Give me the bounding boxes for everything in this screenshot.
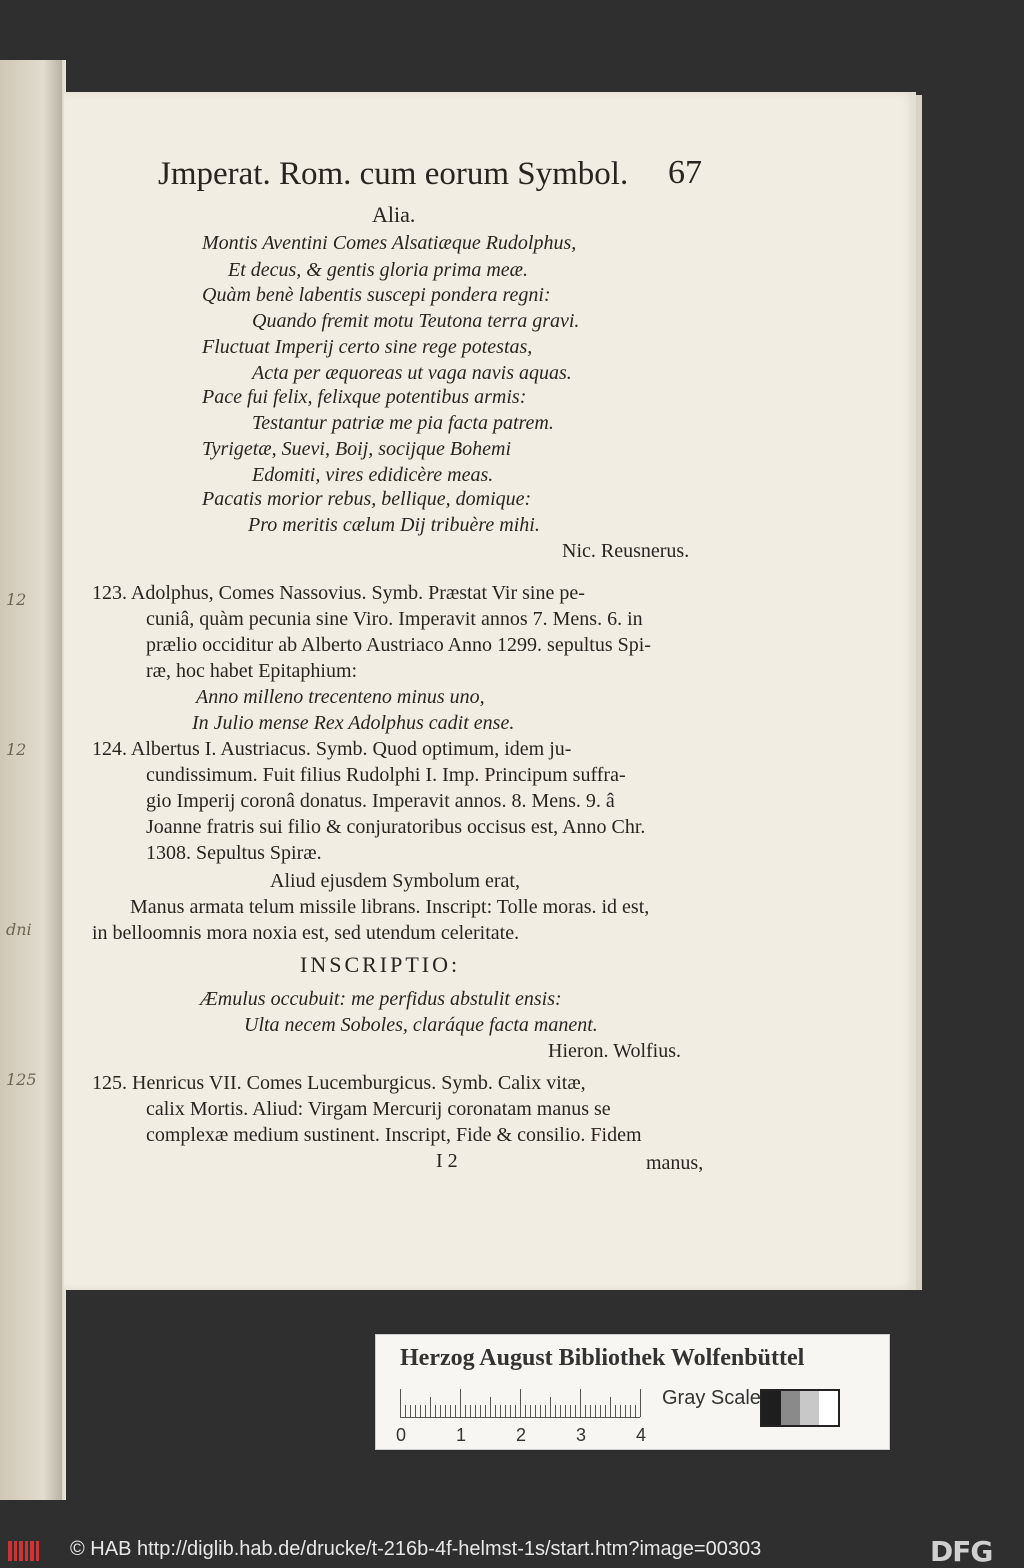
entry-line: 124. Albertus I. Austriacus. Symb. Quod optimum, idem ju- (92, 738, 572, 760)
page-number: 67 (668, 154, 702, 191)
entry-line: calix Mortis. Aliud: Virgam Mercurij coronatam manus se (146, 1098, 611, 1120)
gray-scale-label: Gray Scale (662, 1387, 761, 1409)
inscription-verse: Ulta necem Soboles, claráque facta manent. (244, 1014, 598, 1036)
ruler-tick (570, 1405, 571, 1417)
ruler-tick (555, 1405, 556, 1417)
manus-line: in belloomnis mora noxia est, sed utendum celeritate. (92, 922, 520, 944)
ruler-tick (415, 1405, 416, 1417)
ruler-number: 0 (396, 1425, 407, 1445)
ruler-tick (455, 1405, 456, 1417)
verse-line: Tyrigetæ, Suevi, Boij, socijque Bohemi (202, 438, 512, 460)
verse-line: Fluctuat Imperij certo sine rege potestas, (202, 336, 533, 358)
verse-line: Edomiti, vires edidicère meas. (252, 464, 494, 486)
ruler-tick (410, 1405, 411, 1417)
margin-mark: 12 (6, 590, 27, 609)
signature-mark: I 2 (436, 1150, 458, 1172)
entry-line: Joanne fratris sui filio & conjuratoribus occisus est, Anno Chr. (146, 816, 646, 838)
ruler-tick (565, 1405, 566, 1417)
ruler-number: 1 (456, 1425, 467, 1445)
ruler-number: 3 (576, 1425, 587, 1445)
ruler-tick (620, 1405, 621, 1417)
ruler-tick (630, 1405, 631, 1417)
ruler-tick (480, 1405, 481, 1417)
manus-line: Manus armata telum missile librans. Inscript: Tolle moras. id est, (130, 896, 650, 918)
margin-mark: 12 (6, 740, 27, 759)
ruler-tick (420, 1405, 421, 1417)
ruler-tick (465, 1405, 466, 1417)
ruler-tick (400, 1389, 401, 1417)
verse-line: Et decus, & gentis gloria prima meæ. (228, 259, 528, 281)
inscription-verse: Æmulus occubuit: me perfidus abstulit ensis: (200, 988, 562, 1010)
ruler-tick (450, 1405, 451, 1417)
entry-line: ræ, hoc habet Epitaphium: (146, 660, 358, 682)
ruler-tick (625, 1405, 626, 1417)
catchword: manus, (646, 1152, 704, 1174)
ruler-tick (580, 1389, 581, 1417)
verse-line: Pace fui felix, felixque potentibus armis: (202, 386, 527, 408)
gray-swatch (762, 1391, 781, 1425)
running-header: Jmperat. Rom. cum eorum Symbol. (158, 156, 629, 192)
entry-line: gio Imperij coronâ donatus. Imperavit annos. 8. Mens. 9. â (146, 790, 615, 812)
ruler-tick (475, 1405, 476, 1417)
entry-line: 1308. Sepultus Spiræ. (146, 842, 322, 864)
ruler-tick (590, 1405, 591, 1417)
ruler-tick (575, 1405, 576, 1417)
ruler-tick (435, 1405, 436, 1417)
verse-line: Quando fremit motu Teutona terra gravi. (252, 310, 580, 332)
gray-swatch (800, 1391, 819, 1425)
verse-line: Montis Aventini Comes Alsatiæque Rudolphus, (202, 232, 577, 254)
color-scale-card (375, 1334, 890, 1450)
ruler-tick (600, 1405, 601, 1417)
ruler-tick (505, 1405, 506, 1417)
ruler-tick (540, 1405, 541, 1417)
ruler-tick (425, 1405, 426, 1417)
ruler-tick (490, 1397, 491, 1417)
hab-logo-icon (8, 1539, 44, 1563)
copyright-url: © HAB http://diglib.hab.de/drucke/t-216b-4f-helmst-1s/start.htm?image=00303 (70, 1538, 762, 1560)
entry-line: complexæ medium sustinent. Inscript, Fide & consilio. Fidem (146, 1124, 642, 1146)
margin-mark: 125 (6, 1070, 37, 1089)
ruler-tick (510, 1405, 511, 1417)
ruler-tick (470, 1405, 471, 1417)
entry-line: cuniâ, quàm pecunia sine Viro. Imperavit annos 7. Mens. 6. in (146, 608, 643, 630)
ruler-tick (535, 1405, 536, 1417)
library-name: Herzog August Bibliothek Wolfenbüttel (400, 1345, 805, 1371)
margin-mark: dni (6, 920, 32, 939)
ruler-tick (530, 1405, 531, 1417)
epitaph-line: In Julio mense Rex Adolphus cadit ense. (192, 712, 515, 734)
gray-scale-swatches (760, 1389, 840, 1427)
ruler-tick (460, 1389, 461, 1417)
ruler-tick (525, 1405, 526, 1417)
ruler-tick (605, 1405, 606, 1417)
section-heading: Alia. (372, 202, 416, 227)
ruler-tick (635, 1405, 636, 1417)
ruler-tick (445, 1405, 446, 1417)
gray-swatch (781, 1391, 800, 1425)
ruler-tick (595, 1405, 596, 1417)
entry-line: 125. Henricus VII. Comes Lucemburgicus. Symb. Calix vitæ, (92, 1072, 586, 1094)
ruler-number: 2 (516, 1425, 527, 1445)
verse-line: Testantur patriæ me pia facta patrem. (252, 412, 554, 434)
ruler-tick (610, 1397, 611, 1417)
ruler-tick (500, 1405, 501, 1417)
attribution: Nic. Reusnerus. (562, 540, 690, 562)
dfg-logo: DFG (930, 1535, 993, 1568)
entry-line: 123. Adolphus, Comes Nassovius. Symb. Præstat Vir sine pe- (92, 582, 585, 604)
ruler-tick (560, 1405, 561, 1417)
entry-line: prælio occiditur ab Alberto Austriaco Anno 1299. sepultus Spi- (146, 634, 651, 656)
verse-line: Pro meritis cælum Dij tribuère mihi. (248, 514, 540, 536)
aliud-line: Aliud ejusdem Symbolum erat, (270, 870, 520, 892)
ruler-tick (440, 1405, 441, 1417)
verse-line: Pacatis morior rebus, bellique, domique: (202, 488, 532, 510)
ruler-tick (545, 1405, 546, 1417)
ruler-tick (640, 1389, 641, 1417)
entry-line: cundissimum. Fuit filius Rudolphi I. Imp. Principum suffra- (146, 764, 626, 786)
verse-line: Quàm benè labentis suscepi pondera regni: (202, 284, 551, 306)
ruler-tick (520, 1389, 521, 1417)
epitaph-line: Anno milleno trecenteno minus uno, (196, 686, 485, 708)
ruler-tick (485, 1405, 486, 1417)
inscriptio-heading: INSCRIPTIO: (300, 952, 461, 977)
ruler-tick (585, 1405, 586, 1417)
ruler-tick (405, 1405, 406, 1417)
verse-line: Acta per æquoreas ut vaga navis aquas. (252, 362, 572, 384)
ruler-tick (495, 1405, 496, 1417)
attribution: Hieron. Wolfius. (548, 1040, 682, 1062)
facing-page-edge (0, 60, 62, 1500)
ruler-tick (615, 1405, 616, 1417)
ruler (400, 1387, 640, 1418)
ruler-number: 4 (636, 1425, 647, 1445)
ruler-tick (550, 1397, 551, 1417)
ruler-tick (515, 1405, 516, 1417)
gray-swatch (819, 1391, 838, 1425)
footer-bar (0, 1534, 1024, 1567)
ruler-tick (430, 1397, 431, 1417)
